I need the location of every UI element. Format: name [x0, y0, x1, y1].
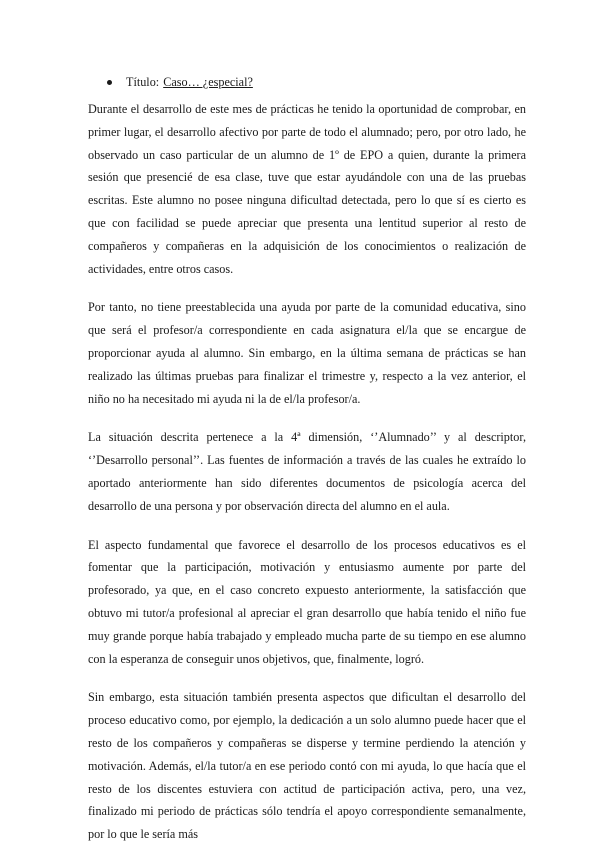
- bullet-icon: [107, 80, 112, 85]
- paragraph-1: Durante el desarrollo de este mes de prácticas he tenido la oportunidad de comprobar, en primer lugar, el desarrollo afectivo por parte de todo el alumnado; pero, por otro lado, he observado un caso particular de un alumno de 1º de EPO a quien, durante la primera sesión que presencié de esa clase, tuve que estar ayudándole con una de las pruebas escritas. Este alumno no posee ninguna dificultad detectada, pero lo que sí es cierto es que con facilidad se puede apreciar que presenta una lentitud superior al resto de compañeros y compañeras en la adquisición de los conocimientos o realización de actividades, entre otros casos.: [88, 102, 526, 276]
- title-label: Título:: [126, 75, 160, 89]
- title-value: Caso… ¿especial?: [163, 75, 253, 89]
- paragraph-3: La situación descrita pertenece a la 4ª dimensión, ‘’Alumnado’’ y al descriptor, ‘’Desarrollo personal’’. Las fuentes de información a través de las cuales he extraído lo aportado anteriormente han sido diferentes documentos de psicología acerca del desarrollo de una persona y por observación directa del alumno en el aula.: [88, 430, 526, 513]
- document-body: [88, 70, 526, 862]
- paragraph-2: Por tanto, no tiene preestablecida una ayuda por parte de la comunidad educativa, sino que será el profesor/a correspondiente en cada asignatura el/la que se encargue de proporcionar ayuda al alumno. Sin embargo, en la última semana de prácticas se han realizado las últimas pruebas para finalizar el trimestre y, respecto a la vez anterior, el niño no ha necesitado mi ayuda ni la de el/la profesor/a.: [88, 300, 526, 406]
- paragraph-5: Sin embargo, esta situación también presenta aspectos que dificultan el desarrollo del proceso educativo como, por ejemplo, la dedicación a un solo alumno puede hacer que el resto de los compañeros y compañeras se disperse y termine perdiendo la atención y motivación. Además, el/la tutor/a en ese periodo contó con mi ayuda, lo que hacía que el resto de los discentes estuviera con actitud de participación activa, pero, una vez, finalizado mi periodo de prácticas sólo tendría el apoyo correspondiente semanalmente, por lo que le sería más: [88, 690, 526, 842]
- paragraph-4: El aspecto fundamental que favorece el desarrollo de los procesos educativos es el fomentar que la participación, motivación y entusiasmo aumente por parte del profesorado, ya que, en el caso concreto expuesto anteriormente, la satisfacción que obtuvo mi tutor/a profesional al apreciar el gran desarrollo que había tenido el niño fue muy grande porque había trabajado y empleado mucha parte de su tiempo en ese alumno con la esperanza de conseguir unos objetivos, que, finalmente, logró.: [88, 537, 526, 666]
- title-bullet-item: [107, 70, 526, 94]
